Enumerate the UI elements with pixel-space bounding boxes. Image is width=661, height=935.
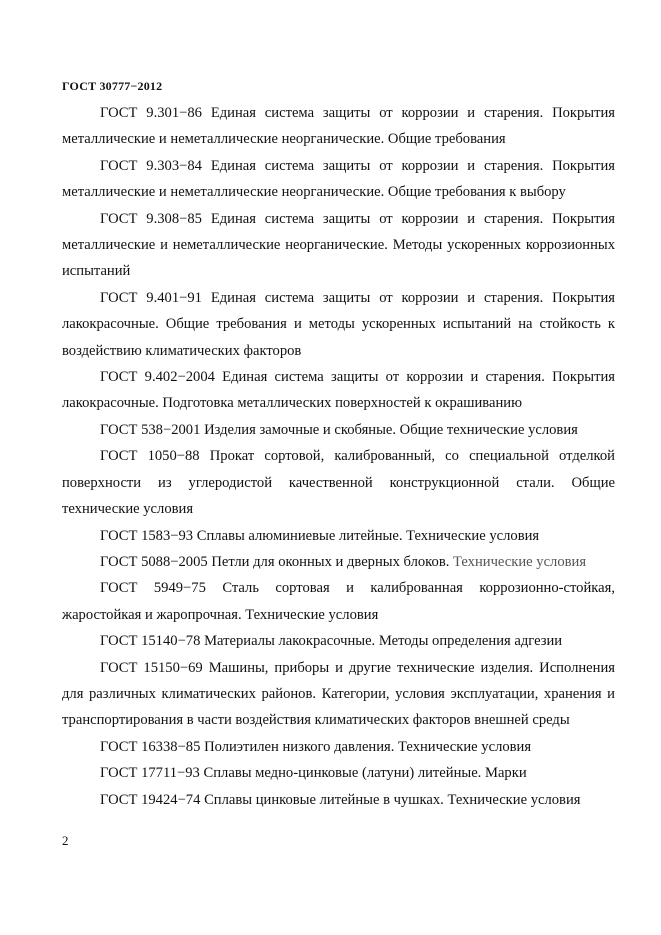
reference-item [62,787,615,813]
reference-item [62,760,615,786]
reference-item [62,655,615,734]
reference-code: ГОСТ 16338−85 [100,738,201,755]
reference-code: ГОСТ 17711−93 [100,765,200,782]
reference-title-suffix: Технические условия [453,553,587,570]
normative-references-list [62,100,615,813]
reference-item [62,364,615,417]
reference-code: ГОСТ 15140−78 [100,633,201,650]
reference-title: Изделия замочные и скобяные. Общие технические условия [204,421,578,438]
reference-title: Сплавы алюминиевые литейные. Технические условия [196,527,540,544]
reference-title: Единая система защиты от коррозии и старения. Покрытия металлические и неметаллические неорганические. Методы ускоренных коррозионных испытаний [62,210,615,280]
reference-title: Машины, приборы и другие технические изделия. Исполнения для различных климатических районов. Категории, условия эксплуатации, хранения и транспортирования в части воздействия климатических факторов внешней среды [62,659,615,729]
reference-code: ГОСТ 1583−93 [100,527,194,544]
reference-item [62,153,615,206]
reference-item [62,523,615,549]
reference-code: ГОСТ 9.401−91 [100,289,202,306]
reference-code: ГОСТ 9.303−84 [100,157,202,174]
reference-item [62,100,615,153]
reference-code: ГОСТ 15150−69 [100,659,203,676]
reference-item [62,206,615,285]
reference-code: ГОСТ 1050−88 [100,448,200,465]
page-number: 2 [62,833,69,848]
reference-title: Сплавы медно-цинковые (латуни) литейные. Марки [203,765,527,782]
reference-title: Полиэтилен низкого давления. Технические условия [204,738,532,755]
reference-code: ГОСТ 9.402−2004 [100,369,215,386]
reference-code: ГОСТ 9.301−86 [100,105,202,121]
reference-title: Сплавы цинковые литейные в чушках. Технические условия [204,791,581,808]
reference-item [62,443,615,522]
reference-title: Единая система защиты от коррозии и старения. Покрытия лакокрасочные. Подготовка металлических поверхностей к окрашиванию [62,369,615,412]
reference-item [62,575,615,628]
reference-item [62,285,615,364]
reference-title: Материалы лакокрасочные. Методы определения адгезии [204,633,563,650]
reference-title: Единая система защиты от коррозии и старения. Покрытия лакокрасочные. Общие требования и методы ускоренных испытаний на стойкость к воздействию климатических факторов [62,289,615,359]
reference-item [62,734,615,760]
reference-item [62,549,615,575]
reference-item [62,417,615,443]
reference-code: ГОСТ 5088−2005 [100,553,208,570]
reference-title: Сталь сортовая и калиброванная коррозионно-стойкая, жаростойкая и жаропрочная. Технические условия [62,580,615,623]
reference-code: ГОСТ 19424−74 [100,791,201,808]
reference-item [62,628,615,654]
reference-title: Единая система защиты от коррозии и старения. Покрытия металлические и неметаллические неорганические. Общие требования к выбору [62,157,615,201]
reference-code: ГОСТ 5949−75 [100,580,206,597]
reference-code: ГОСТ 538−2001 [100,421,201,438]
reference-title: Петли для оконных и дверных блоков. [211,553,450,570]
document-header: ГОСТ 30777−2012 [62,79,163,93]
reference-code: ГОСТ 9.308−85 [100,210,202,227]
reference-title: Единая система защиты от коррозии и старения. Покрытия металлические и неметаллические неорганические. Общие требования [62,105,615,148]
reference-title: Прокат сортовой, калиброванный, со специальной отделкой поверхности из углеродистой качественной конструкционной стали. Общие технические условия [62,448,615,518]
